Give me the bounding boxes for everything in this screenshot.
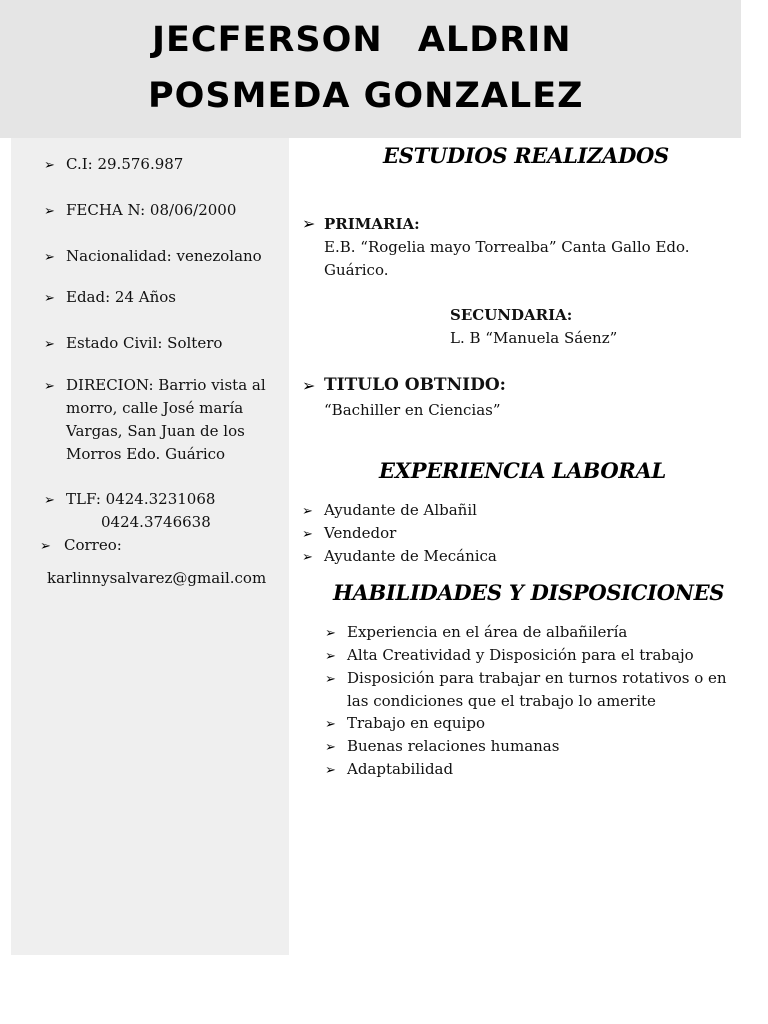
arrowhead-bullet-icon: ➢	[44, 158, 55, 173]
secondary-school: L. B “Manuela Sáenz”	[450, 329, 618, 347]
arrowhead-bullet-icon: ➢	[44, 250, 55, 265]
name-line-2: POSMEDA GONZALEZ	[148, 76, 584, 116]
primary-label: PRIMARIA:	[324, 215, 420, 233]
arrowhead-bullet-icon: ➢	[44, 291, 55, 306]
email-label: Correo:	[64, 536, 122, 554]
arrowhead-bullet-icon: ➢	[302, 550, 313, 565]
skill-item-continuation: las condiciones que el trabajo lo amerite	[347, 692, 656, 710]
secondary-label: SECUNDARIA:	[450, 306, 573, 324]
arrowhead-bullet-icon: ➢	[40, 539, 51, 554]
name-line-1: JECFERSON ALDRIN	[152, 20, 572, 60]
arrowhead-bullet-icon: ➢	[44, 493, 55, 508]
studies-title: ESTUDIOS REALIZADOS	[383, 143, 669, 168]
email-value: karlinnysalvarez@gmail.com	[47, 569, 267, 587]
phone-text: TLF: 0424.3231068	[66, 490, 216, 508]
arrowhead-bullet-icon: ➢	[302, 527, 313, 542]
name-header	[0, 0, 741, 138]
ci-text: C.I: 29.576.987	[66, 155, 184, 173]
experience-item: Vendedor	[324, 524, 397, 542]
primary-school-line: E.B. “Rogelia mayo Torrealba” Canta Gallo Edo.	[324, 238, 690, 256]
skill-item: Disposición para trabajar en turnos rotativos o en	[347, 669, 727, 687]
address-line: Morros Edo. Guárico	[66, 445, 226, 463]
arrowhead-bullet-icon: ➢	[325, 763, 336, 778]
address-line: morro, calle José maría	[66, 399, 244, 417]
skill-item: Trabajo en equipo	[347, 714, 485, 732]
arrowhead-bullet-icon: ➢	[325, 626, 336, 641]
birth-date-text: FECHA N: 08/06/2000	[66, 201, 237, 219]
arrowhead-bullet-icon: ➢	[302, 504, 313, 519]
civil-status-text: Estado Civil: Soltero	[66, 334, 223, 352]
phone-text-2: 0424.3746638	[101, 513, 211, 531]
skill-item: Experiencia en el área de albañilería	[347, 623, 628, 641]
skills-title: HABILIDADES Y DISPOSICIONES	[333, 580, 725, 605]
degree-label: TITULO OBTNIDO:	[324, 375, 506, 395]
experience-item: Ayudante de Mecánica	[324, 547, 497, 565]
arrowhead-bullet-icon: ➢	[44, 379, 55, 394]
skill-item: Adaptabilidad	[347, 760, 454, 778]
arrowhead-bullet-icon: ➢	[325, 672, 336, 687]
address-line: Vargas, San Juan de los	[66, 422, 245, 440]
primary-school-line: Guárico.	[324, 261, 389, 279]
age-text: Edad: 24 Años	[66, 288, 176, 306]
arrowhead-bullet-icon: ➢	[44, 337, 55, 352]
arrowhead-bullet-icon: ➢	[325, 649, 336, 664]
arrowhead-bullet-icon: ➢	[302, 214, 316, 233]
experience-item: Ayudante de Albañil	[324, 501, 477, 519]
skill-item: Alta Creatividad y Disposición para el trabajo	[347, 646, 694, 664]
skill-item: Buenas relaciones humanas	[347, 737, 560, 755]
nationality-text: Nacionalidad: venezolano	[66, 247, 262, 265]
arrowhead-bullet-icon: ➢	[44, 204, 55, 219]
address-line: DIRECION: Barrio vista al	[66, 376, 266, 394]
arrowhead-bullet-icon: ➢	[302, 376, 316, 395]
arrowhead-bullet-icon: ➢	[325, 717, 336, 732]
degree-value: “Bachiller en Ciencias”	[324, 401, 501, 419]
experience-title: EXPERIENCIA LABORAL	[379, 458, 667, 483]
arrowhead-bullet-icon: ➢	[325, 740, 336, 755]
